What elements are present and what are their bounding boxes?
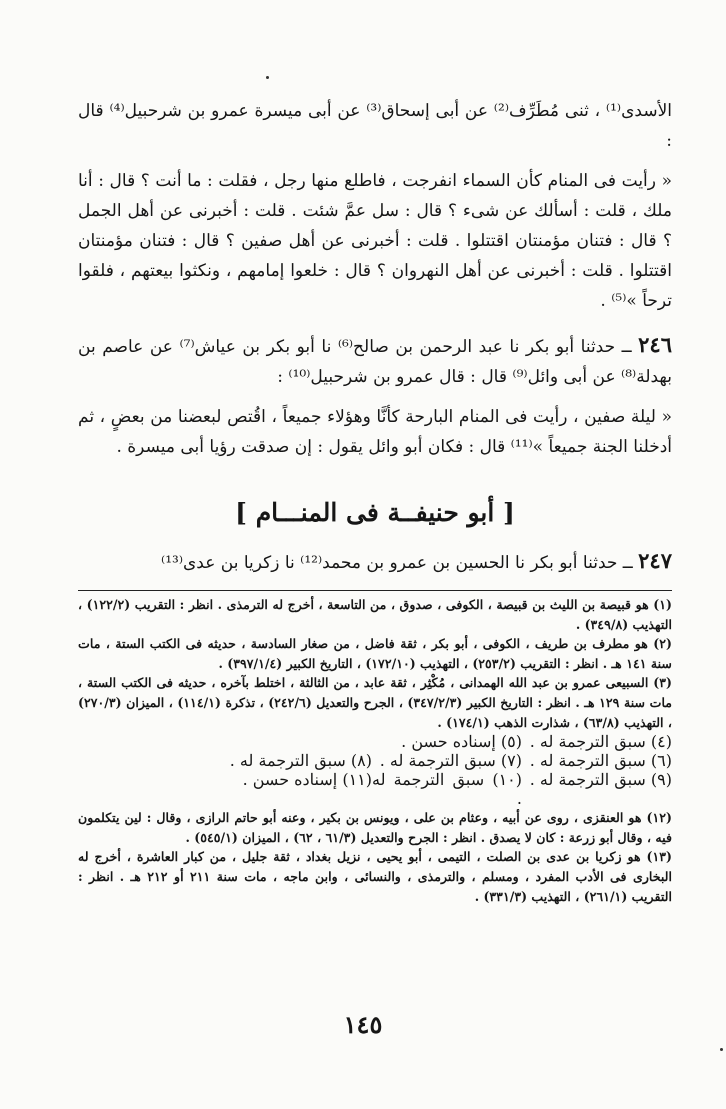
footnote: (٩) سبق الترجمة له . — [529, 770, 672, 790]
footnote: (٤) سبق الترجمة له . — [529, 732, 672, 752]
scan-speck — [266, 76, 269, 79]
hadith-246 — [78, 330, 672, 392]
hadith-number: ٢٤٦ — [638, 332, 672, 357]
page-content — [78, 96, 672, 906]
footnote-row — [78, 751, 672, 770]
footnote: (٨) سبق الترجمة له . — [229, 751, 372, 771]
hadith-isnad: ــ حدثنا أبو بكر نا الحسين بن عمرو بن محمد⁽¹²⁾ نا زكريا بن عدى⁽¹³⁾ — [161, 553, 639, 573]
footnote: (٣) السبيعى عمرو بن عبد الله الهمدانى ، مُكْثِر ، ثقة عابد ، من الثالثة ، اختلط بآخره ، حديثه فى الكتب الستة ، مات سنة ١٢٩ هـ . انظر : التاريخ الكبير (٣٤٧/٢/٣) ، الجرح والتعديل (٢٤٢/٦) ، تذكرة (١١٤/١) ، الميزان (٢٧٠/٣) ، التهذيب (٦٣/٨) ، شذارت الذهب (١٧٤/١) . — [78, 675, 673, 730]
footnote-row — [78, 732, 672, 751]
main-text — [78, 96, 672, 578]
hadith-number: ٢٤٧ — [638, 548, 672, 573]
footnote: (٥) إسناده حسن . — [401, 732, 522, 752]
scan-speck — [720, 1048, 723, 1051]
paragraph-isnad-continuation: الأسدى⁽¹⁾ ، ثنى مُطَرِّف⁽²⁾ عن أبى إسحاق⁽³⁾ عن أبى ميسرة عمرو بن شرحبيل⁽⁴⁾ قال : — [78, 101, 672, 151]
footnote: (١١) إسناده حسن . — [242, 770, 372, 790]
footnote: (١٣) هو زكريا بن عدى بن الصلت ، التيمى ، أبو يحيى ، نزيل بغداد ، ثقة جليل ، من كبار العاشرة ، أخرج له البخارى فى الأدب المفرد ، ومسلم ، والترمذى ، والنسائى ، وابن ماجه ، مات سنة ٢١١ أو ٢١٢ هـ . انظر : التقريب (٢٦١/١) ، التهذيب (٣٣١/٣) . — [78, 849, 672, 904]
section-heading: [ أبو حنيفــة فى المنـــام ] — [235, 498, 515, 527]
footnote: (١٢) هو العنقزى ، روى عن أبيه ، وعثام بن على ، ويونس بن بكير ، وعنه أبو حاتم الرازى ، وقال : لين يتكلمون فيه ، وقال أبو زرعة : كان لا يصدق . انظر : الجرح والتعديل (٦١/٣ ، ٦٢) ، الميزان (٥٤٥/١) . — [78, 810, 672, 845]
paragraph-siffin-dream: « ليلة صفين ، رأيت فى المنام البارحة كأنَّا وهؤلاء جميعاً ، اقُتص لبعضنا من بعضٍ ، ثم أدخلنا الجنة جميعاً »⁽¹¹⁾ قال : فكان أبو وائل يقول : إن صدقت رؤيا أبى ميسرة . — [78, 407, 672, 457]
footnote: (٧) سبق الترجمة له . — [379, 751, 522, 771]
paragraph-dream-narration: « رأيت فى المنام كأن السماء انفرجت ، فاطلع منها رجل ، فقلت : ما أنت ؟ قال : أنا ملك ، قلت : أسألك عن شىء ؟ قال : سل عمَّ شئت . قلت : أخبرنى عن أهل الجمل ؟ قال : فتنان مؤمنتان اقتتلوا . قلت : أخبرنى عن أهل صفين ؟ قال : فتنان مؤمنتان اقتتلوا . قلت : أخبرنى عن أهل النهروان ؟ قال : خلعوا إمامهم ، ونكثوا بيعتهم ، فلقوا ترحاً »⁽⁵⁾ . — [78, 171, 672, 311]
footnote: (١٠) سبق الترجمة له . — [372, 770, 522, 809]
footnote: (٦) سبق الترجمة له . — [529, 751, 672, 771]
footnote: (١) هو قبيصة بن الليث بن قبيصة ، الكوفى ، صدوق ، من التاسعة ، أخرج له الترمذى . انظر : التقريب (١٢٢/٢) ، التهذيب (٣٤٩/٨) . — [78, 597, 672, 632]
page-number: ١٤٥ — [343, 1010, 383, 1039]
footnote-row — [78, 770, 672, 808]
footnote-separator — [78, 590, 672, 591]
hadith-247 — [78, 546, 672, 578]
hadith-isnad: ــ حدثنا أبو بكر نا عبد الرحمن بن صالح⁽⁶⁾ نا أبو بكر بن عياش⁽⁷⁾ عن عاصم بن بهدلة⁽⁸⁾ عن أبى وائل⁽⁹⁾ قال : قال عمرو بن شرحبيل⁽¹⁰⁾ : — [78, 337, 672, 387]
footnote: (٢) هو مطرف بن طريف ، الكوفى ، أبو بكر ، ثقة فاضل ، من صغار السادسة ، حديثه فى الكتب الستة ، مات سنة ١٤١ هـ . انظر : التقريب (٢٥٣/٢) ، التهذيب (١٧٢/١٠) ، التاريخ الكبير (٣٩٧/١/٤) . — [78, 636, 672, 671]
footnotes — [78, 595, 672, 906]
